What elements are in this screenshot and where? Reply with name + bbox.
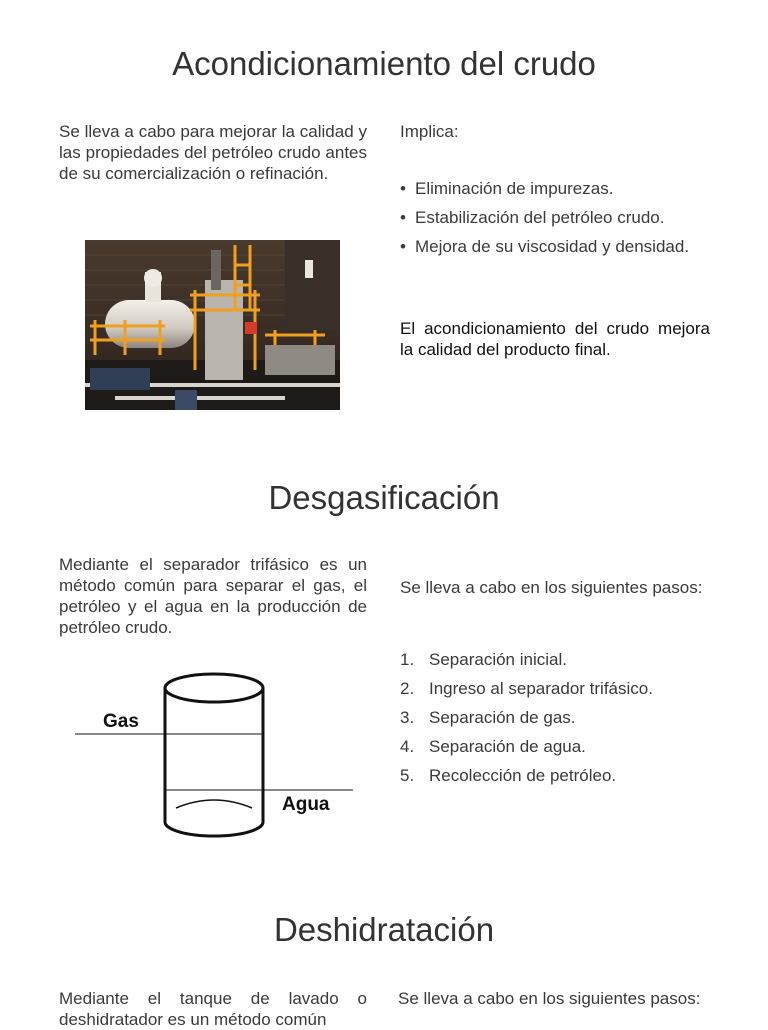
- bullet-text: Estabilización del petróleo crudo.: [415, 208, 665, 227]
- step-text: Separación de gas.: [429, 708, 576, 727]
- section1-implies-label: Implica:: [400, 122, 459, 141]
- separator-tank-top: [165, 674, 263, 702]
- section-title-desgasificacion: Desgasificación: [268, 479, 500, 516]
- step-item: [400, 649, 720, 670]
- step-item: [400, 678, 720, 699]
- step-item: [400, 765, 720, 786]
- bullet-glyph: •: [400, 208, 406, 227]
- section1-bullet-list: [400, 178, 710, 265]
- step-text: Separación de agua.: [429, 737, 586, 756]
- section3-intro-text: Mediante el tanque de lavado o deshidratador es un método común: [59, 989, 367, 1029]
- gas-label: Gas: [103, 711, 139, 732]
- bullet-item: [400, 207, 710, 228]
- step-number: 1.: [400, 650, 415, 669]
- bullet-item: [400, 236, 710, 257]
- bullet-glyph: •: [400, 179, 406, 198]
- separator-tank-body: [165, 688, 263, 836]
- section-title-acondicionamiento: Acondicionamiento del crudo: [172, 45, 596, 82]
- section1-conclusion-text: El acondicionamiento del crudo mejora la calidad del producto final.: [400, 319, 710, 359]
- step-text: Recolección de petróleo.: [429, 766, 617, 785]
- section2-intro-text: Mediante el separador trifásico es un método común para separar el gas, el petróleo y el agua en la producción de petróleo crudo.: [59, 555, 367, 637]
- step-text: Ingreso al separador trifásico.: [429, 679, 653, 698]
- section1-intro-text: Se lleva a cabo para mejorar la calidad y las propiedades del petróleo crudo antes de su comercialización o refinación.: [59, 122, 367, 183]
- step-number: 2.: [400, 679, 415, 698]
- bullet-glyph: •: [400, 237, 406, 256]
- three-phase-separator-diagram: [70, 664, 370, 844]
- section-title-deshidratacion: Deshidratación: [273, 911, 495, 948]
- step-number: 4.: [400, 737, 415, 756]
- oil-processing-plant-photo: [85, 240, 340, 410]
- step-number: 5.: [400, 766, 415, 785]
- step-item: [400, 707, 720, 728]
- bullet-text: Eliminación de impurezas.: [415, 179, 614, 198]
- step-number: 3.: [400, 708, 415, 727]
- step-item: [400, 736, 720, 757]
- step-text: Separación inicial.: [429, 650, 567, 669]
- liquid-surface-arc: [176, 800, 252, 808]
- section2-steps-intro: Se lleva a cabo en los siguientes pasos:: [400, 578, 703, 597]
- bullet-item: [400, 178, 710, 199]
- section3-steps-intro: Se lleva a cabo en los siguientes pasos:: [398, 989, 701, 1008]
- bullet-text: Mejora de su viscosidad y densidad.: [415, 237, 690, 256]
- water-label: Agua: [282, 794, 330, 815]
- section2-steps-list: [400, 649, 720, 794]
